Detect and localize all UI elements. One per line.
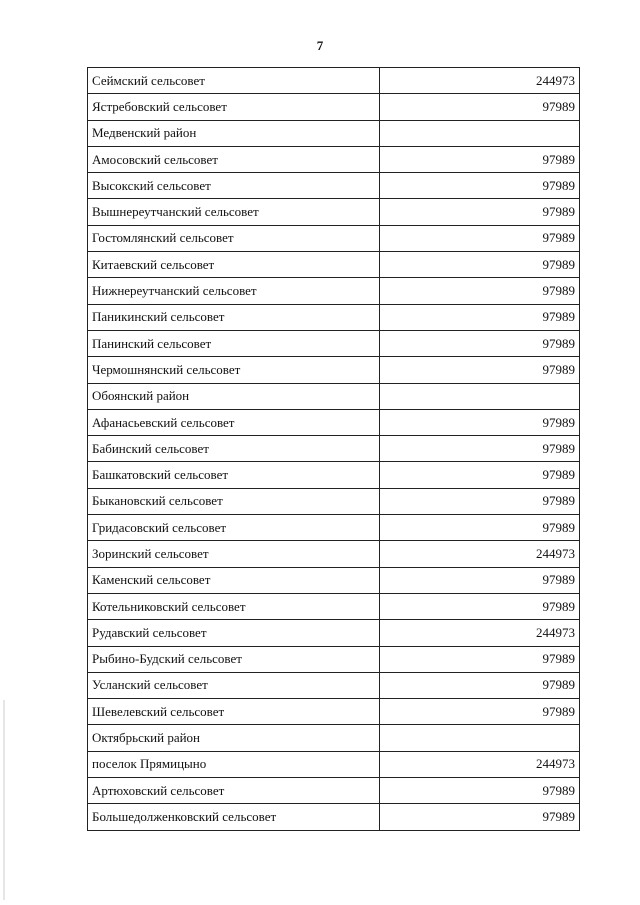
row-name-cell: поселок Прямицыно xyxy=(88,751,380,777)
row-value-cell: 97989 xyxy=(380,672,580,698)
table-row xyxy=(88,804,580,830)
row-value-cell: 97989 xyxy=(380,515,580,541)
row-name-cell: Амосовский сельсовет xyxy=(88,146,380,172)
row-name-cell: Чермошнянский сельсовет xyxy=(88,357,380,383)
table-row xyxy=(88,120,580,146)
table-row xyxy=(88,462,580,488)
table-row xyxy=(88,278,580,304)
row-name-cell: Вышнереутчанский сельсовет xyxy=(88,199,380,225)
table-row xyxy=(88,409,580,435)
allocation-table xyxy=(87,67,580,831)
row-name-cell: Усланский сельсовет xyxy=(88,672,380,698)
row-name-cell: Октябрьский район xyxy=(88,725,380,751)
row-name-cell: Обоянский район xyxy=(88,383,380,409)
scan-edge-mark xyxy=(3,700,5,900)
table-row xyxy=(88,304,580,330)
row-value-cell: 97989 xyxy=(380,357,580,383)
row-value-cell: 97989 xyxy=(380,173,580,199)
row-name-cell: Китаевский сельсовет xyxy=(88,252,380,278)
table-row xyxy=(88,567,580,593)
row-value-cell: 97989 xyxy=(380,225,580,251)
row-name-cell: Нижнереутчанский сельсовет xyxy=(88,278,380,304)
row-value-cell: 244973 xyxy=(380,751,580,777)
table-row xyxy=(88,672,580,698)
table-row xyxy=(88,94,580,120)
row-name-cell: Гостомлянский сельсовет xyxy=(88,225,380,251)
table-row xyxy=(88,199,580,225)
row-value-cell: 97989 xyxy=(380,409,580,435)
row-value-cell: 97989 xyxy=(380,778,580,804)
row-name-cell: Шевелевский сельсовет xyxy=(88,699,380,725)
row-name-cell: Высокский сельсовет xyxy=(88,173,380,199)
table-row xyxy=(88,778,580,804)
table-row xyxy=(88,330,580,356)
table-row xyxy=(88,357,580,383)
row-name-cell: Медвенский район xyxy=(88,120,380,146)
table-row xyxy=(88,173,580,199)
table-row xyxy=(88,646,580,672)
row-name-cell: Каменский сельсовет xyxy=(88,567,380,593)
table-row xyxy=(88,699,580,725)
table-row xyxy=(88,541,580,567)
row-name-cell: Зоринский сельсовет xyxy=(88,541,380,567)
table-row xyxy=(88,146,580,172)
table-row xyxy=(88,436,580,462)
row-name-cell: Сеймский сельсовет xyxy=(88,68,380,94)
table-row xyxy=(88,252,580,278)
row-name-cell: Башкатовский сельсовет xyxy=(88,462,380,488)
table-row xyxy=(88,593,580,619)
row-value-cell: 97989 xyxy=(380,436,580,462)
page-number: 7 xyxy=(316,38,324,53)
row-value-cell xyxy=(380,725,580,751)
row-value-cell: 97989 xyxy=(380,488,580,514)
row-value-cell xyxy=(380,120,580,146)
row-value-cell: 97989 xyxy=(380,304,580,330)
row-value-cell: 97989 xyxy=(380,567,580,593)
table-row xyxy=(88,515,580,541)
row-name-cell: Паникинский сельсовет xyxy=(88,304,380,330)
row-name-cell: Котельниковский сельсовет xyxy=(88,593,380,619)
row-value-cell: 97989 xyxy=(380,94,580,120)
table-row xyxy=(88,620,580,646)
table-row xyxy=(88,383,580,409)
row-value-cell: 97989 xyxy=(380,593,580,619)
row-value-cell: 97989 xyxy=(380,699,580,725)
row-value-cell xyxy=(380,383,580,409)
table-row xyxy=(88,68,580,94)
row-name-cell: Афанасьевский сельсовет xyxy=(88,409,380,435)
row-value-cell: 97989 xyxy=(380,278,580,304)
row-name-cell: Артюховский сельсовет xyxy=(88,778,380,804)
table-row xyxy=(88,725,580,751)
row-name-cell: Быкановский сельсовет xyxy=(88,488,380,514)
table-body xyxy=(88,68,580,831)
row-value-cell: 97989 xyxy=(380,462,580,488)
row-value-cell: 97989 xyxy=(380,252,580,278)
row-name-cell: Ястребовский сельсовет xyxy=(88,94,380,120)
row-value-cell: 97989 xyxy=(380,330,580,356)
row-name-cell: Панинский сельсовет xyxy=(88,330,380,356)
row-name-cell: Рудавский сельсовет xyxy=(88,620,380,646)
row-value-cell: 97989 xyxy=(380,199,580,225)
row-name-cell: Рыбино-Будский сельсовет xyxy=(88,646,380,672)
row-value-cell: 97989 xyxy=(380,146,580,172)
row-value-cell: 244973 xyxy=(380,541,580,567)
row-value-cell: 244973 xyxy=(380,620,580,646)
row-value-cell: 244973 xyxy=(380,68,580,94)
row-value-cell: 97989 xyxy=(380,804,580,830)
row-name-cell: Гридасовский сельсовет xyxy=(88,515,380,541)
table-row xyxy=(88,751,580,777)
table-row xyxy=(88,225,580,251)
row-name-cell: Бабинский сельсовет xyxy=(88,436,380,462)
row-name-cell: Большедолженковский сельсовет xyxy=(88,804,380,830)
row-value-cell: 97989 xyxy=(380,646,580,672)
table-row xyxy=(88,488,580,514)
